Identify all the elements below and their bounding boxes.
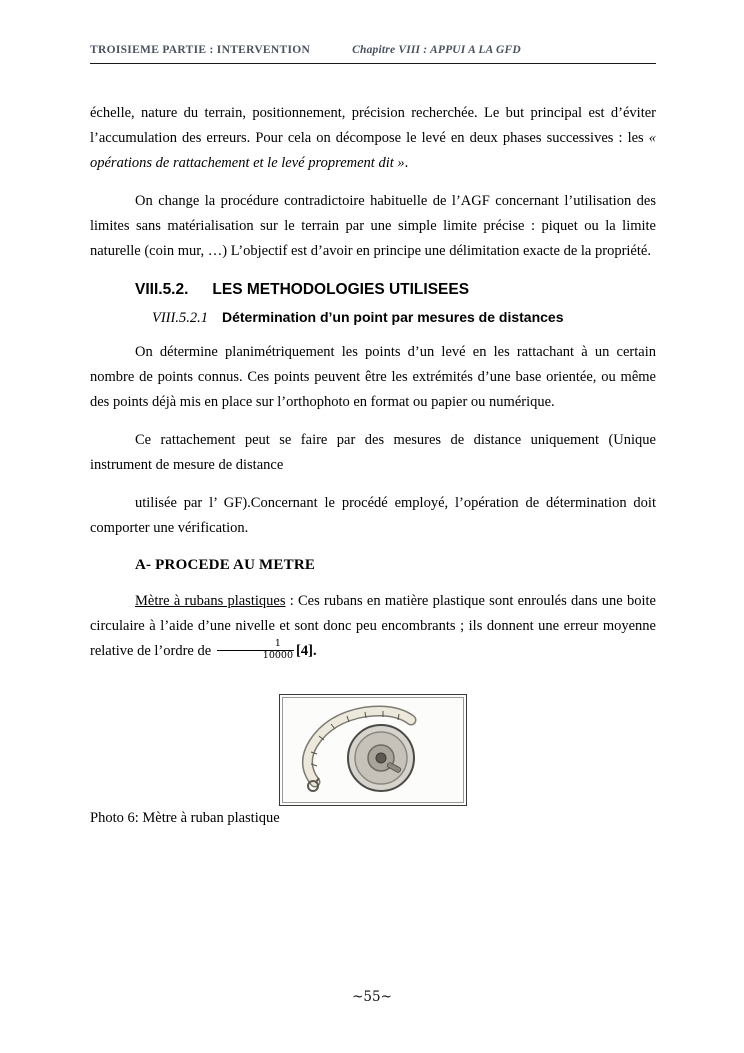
italic-quote: « opérations de rattachement et le levé proprement dit » — [90, 130, 656, 171]
paragraph-text: échelle, nature du terrain, positionnement, précision recherchée. Le but principal est d’éviter l’accumulation des erreurs. Pour cela on décompose le levé en deux phases successives : les — [90, 105, 656, 146]
page-number: ~55~ — [352, 989, 392, 1005]
photo-caption: Photo 6: Mètre à ruban plastique — [90, 810, 280, 826]
paragraph-text: : Ces rubans en matière plastique sont enroulés dans une boite circulaire à l’aide d’une nivelle et sont donc peu encombrants ; ils donnent une erreur moyenne relative de l’ordre de — [90, 593, 656, 659]
underlined-term: Mètre à rubans plastiques — [135, 593, 286, 609]
paragraph-procedure: On change la procédure contradictoire habituelle de l’AGF concernant l’utilisation des limites sans matérialisation sur le terrain par une simple limite précise : piquet ou la limite naturelle (coin mur, …) L’objectif est d’avoir en principe une délimitation exacte de la propriété. — [90, 193, 656, 259]
photo-frame — [279, 694, 467, 806]
section-number: VIII.5.2. — [135, 281, 189, 298]
fraction-numerator: 1 — [217, 639, 294, 651]
subsection-number: VIII.5.2.1 — [152, 310, 208, 326]
section-title: LES METHODOLOGIES UTILISEES — [212, 281, 470, 298]
subsection-heading — [152, 309, 656, 327]
subheading-procede-metre: A- PROCEDE AU METRE — [135, 557, 316, 573]
paragraph-rattachement: Ce rattachement peut se faire par des mesures de distance uniquement (Unique instrument de mesure de distance — [90, 432, 656, 473]
header-chapter-title: Chapitre VIII : APPUI A LA GFD — [352, 44, 521, 56]
paragraph-metre-ruban — [90, 589, 656, 664]
tape-measure-illustration — [289, 702, 457, 798]
page-body — [90, 101, 656, 844]
paragraph-determination: On détermine planimétriquement les points d’un levé en les rattachant à un certain nombre de points connus. Ces points peuvent être les extrémités d’une base orientée, ou même des points déjà mis en place sur l’orthophoto en format ou papier ou numérique. — [90, 344, 656, 410]
paragraph-continuation — [90, 101, 656, 176]
section-heading — [135, 281, 656, 299]
header-part-title: TROISIEME PARTIE : INTERVENTION — [90, 44, 311, 56]
fraction-denominator: 10000 — [262, 650, 294, 662]
subsection-title: Détermination d’un point par mesures de distances — [221, 309, 564, 325]
paragraph-verification: utilisée par l’ GF).Concernant le procédé employé, l’opération de détermination doit comporter une vérification. — [90, 495, 656, 536]
citation-reference: [4]. — [296, 643, 317, 659]
paragraph-text: . — [404, 155, 409, 171]
page-header — [90, 44, 656, 64]
fraction-1-10000 — [217, 639, 294, 662]
